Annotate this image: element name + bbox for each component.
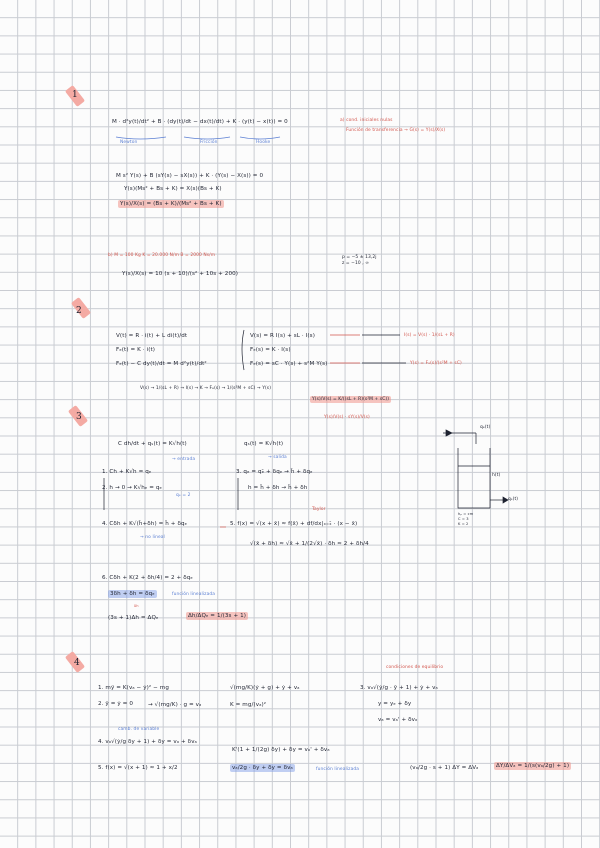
highlighted-equation: Y(s)/V(s) = K/((sL + R)(s²M + sC)) <box>312 397 390 402</box>
equation: M s² Y(s) + B (sY(s) − sX(s)) + K · (Y(s) − X(s)) = 0 <box>116 173 264 179</box>
highlighted-equation: Y(s)/X(s) = (Bs + K)/(Ms² + Bs + K) <box>120 201 222 207</box>
highlighted-equation: ΔY/ΔVₐ = 1/(s(vₐ/2g) + 1) <box>496 763 570 769</box>
annotation: Taylor <box>312 507 326 512</box>
annotation: → entrada <box>172 457 196 462</box>
annotation: qₑ = 2 <box>176 493 191 498</box>
tank-label: qₛ(t) <box>508 497 519 502</box>
step-result <box>494 764 571 770</box>
step: K = mg/(vₐ)² <box>230 702 267 708</box>
tank-parameters: hₚ = cm C = 3 K = 2 <box>458 512 474 527</box>
equation: qₛ(t) = K√h(t) <box>244 441 284 447</box>
poles-zeros: p = −5 ± 13,2j z = −10 , ∞ <box>342 255 377 266</box>
equation: Fₑ(s) = sC · Y(s) + s²M Y(s) <box>250 361 328 367</box>
tank-label: qₑ(t) <box>480 425 491 430</box>
step: √(mg/K)(ẏ + g) + ẏ + vₐ <box>230 685 300 691</box>
annotation: → no lineal <box>140 535 165 540</box>
annotation: camb. de variable <box>118 727 160 732</box>
highlighted-equation: vₐ/2g · δy + δy = δvₐ <box>232 765 293 771</box>
note: a) cond. iniciales nulas <box>340 118 393 123</box>
equation: V(s) = R I(s) + sL · I(s) <box>250 333 315 339</box>
parameters: b) M = 100 Kg K = 20.000 N/m B = 2000 Ns/m <box>108 253 216 258</box>
equation-result <box>310 398 391 402</box>
step: 1. mÿ = K(vₐ − ẏ)² − mg <box>98 685 169 691</box>
step: 4. Cδh + K√(h̄+δh) = h̄ + δqₑ <box>102 521 188 527</box>
step-result <box>186 614 248 620</box>
result: I(s) = V(s) · 1/(sL + R) <box>404 333 455 338</box>
annotation: → salida <box>268 455 287 460</box>
section-number: 3 <box>76 412 82 422</box>
step: h = h̄ + δh → h̄ + δh <box>248 485 308 491</box>
step: 2. h → 0 → K√hₑ = qₑ <box>102 485 162 491</box>
heading: condiciones de equilibrio <box>386 665 444 670</box>
annotation: Fricción <box>200 140 218 145</box>
annotation: función linealizada <box>316 767 360 772</box>
step: 3. qₑ = qₑ̄ + δqₑ → h̄ + δqₑ <box>236 469 313 475</box>
step: y = yₑ + δy <box>378 701 412 707</box>
equation-result <box>118 202 224 208</box>
step: (vₐ/2g · s + 1) ΔY = ΔVₐ <box>410 765 479 771</box>
equation: Fₑ(t) = K · i(t) <box>116 347 156 353</box>
step: √(x̄ + δh) ≈ √x̄ + 1/(2√x̄) · δh ≈ 2 + δh/4 <box>250 541 369 547</box>
tank-label: h(t) <box>492 473 501 478</box>
result: Y(s)/V(s) · sY(s)/V(s) <box>324 415 370 420</box>
highlighted-equation: Δh/ΔQₑ = 1/(3s + 1) <box>188 613 247 619</box>
equation: Fₑ(t) − C dy(t)/dt = M d²y(t)/dt² <box>116 361 207 367</box>
annotation: Newton <box>120 140 138 145</box>
step: (3s + 1)Δh = ΔQₑ <box>108 615 159 621</box>
section-number: 1 <box>72 90 78 100</box>
step: 5. f(x) = √(x + x̄) ≈ f(x̄) + df/dx|ₓ₌ₓ̄ · (x − x̄) <box>230 521 358 527</box>
step: vₐ = vₐ' + δvₐ <box>378 717 418 723</box>
equation: C dh/dt + qₛ(t) = K√h(t) <box>118 441 187 447</box>
equation: V(t) = R · i(t) + L di(t)/dt <box>116 333 188 339</box>
equation: M · d²y(t)/dt² + B · (dy(t)/dt − dx(t)/dt) + K · (y(t) − x(t)) = 0 <box>112 119 288 125</box>
equation: Y(s)/X(s) = 10 (s + 10)/(s² + 10s + 200) <box>122 271 239 277</box>
step: 5. f(x) = √(x + 1) ≈ 1 + x/2 <box>98 765 178 771</box>
step: 4. vₐ√(ẏ/g δy + 1) + δy = vₐ + δvₐ <box>98 739 197 745</box>
annotation: δh <box>134 604 139 608</box>
equation: Y(s)(Ms² + Bs + K) = X(s)(Bs + K) <box>124 186 222 192</box>
step: 1. Ch + K√h = qₑ <box>102 469 152 475</box>
section-number: 4 <box>74 658 80 668</box>
note: Función de transferencia → G(s) = Y(s)/X(s) <box>346 128 446 133</box>
highlighted-equation: 3δh + δh = δqₑ <box>110 591 155 597</box>
step: 3. vₐ√(ẏ/g · ȳ + 1) + ẏ + vₐ <box>360 685 438 691</box>
step-result <box>108 592 157 598</box>
step: K'(1 + 1/(2g) δy) + δy = vₐ' + δvₐ <box>232 747 330 753</box>
step: 6. Cδh + K(2 + δh/4) = 2 + δqₑ <box>102 575 193 581</box>
annotation: Hooke <box>256 140 271 145</box>
section-number: 2 <box>76 306 82 316</box>
annotation: función linealizada <box>172 592 216 597</box>
equation: Fₑ(s) = K · I(s) <box>250 347 291 353</box>
step-result <box>230 766 295 772</box>
step: → √(mg/K) · g = vₐ <box>148 702 202 708</box>
block-diagram: V(s) → 1/(sL + R) → I(s) → K → Fₑ(s) → 1/(s²M + sC) → Y(s) <box>140 386 272 391</box>
result: Y(s) = Fₑ(s)/(s²M + sC) <box>410 361 462 366</box>
step: 2. ÿ = ẏ = 0 <box>98 701 133 707</box>
